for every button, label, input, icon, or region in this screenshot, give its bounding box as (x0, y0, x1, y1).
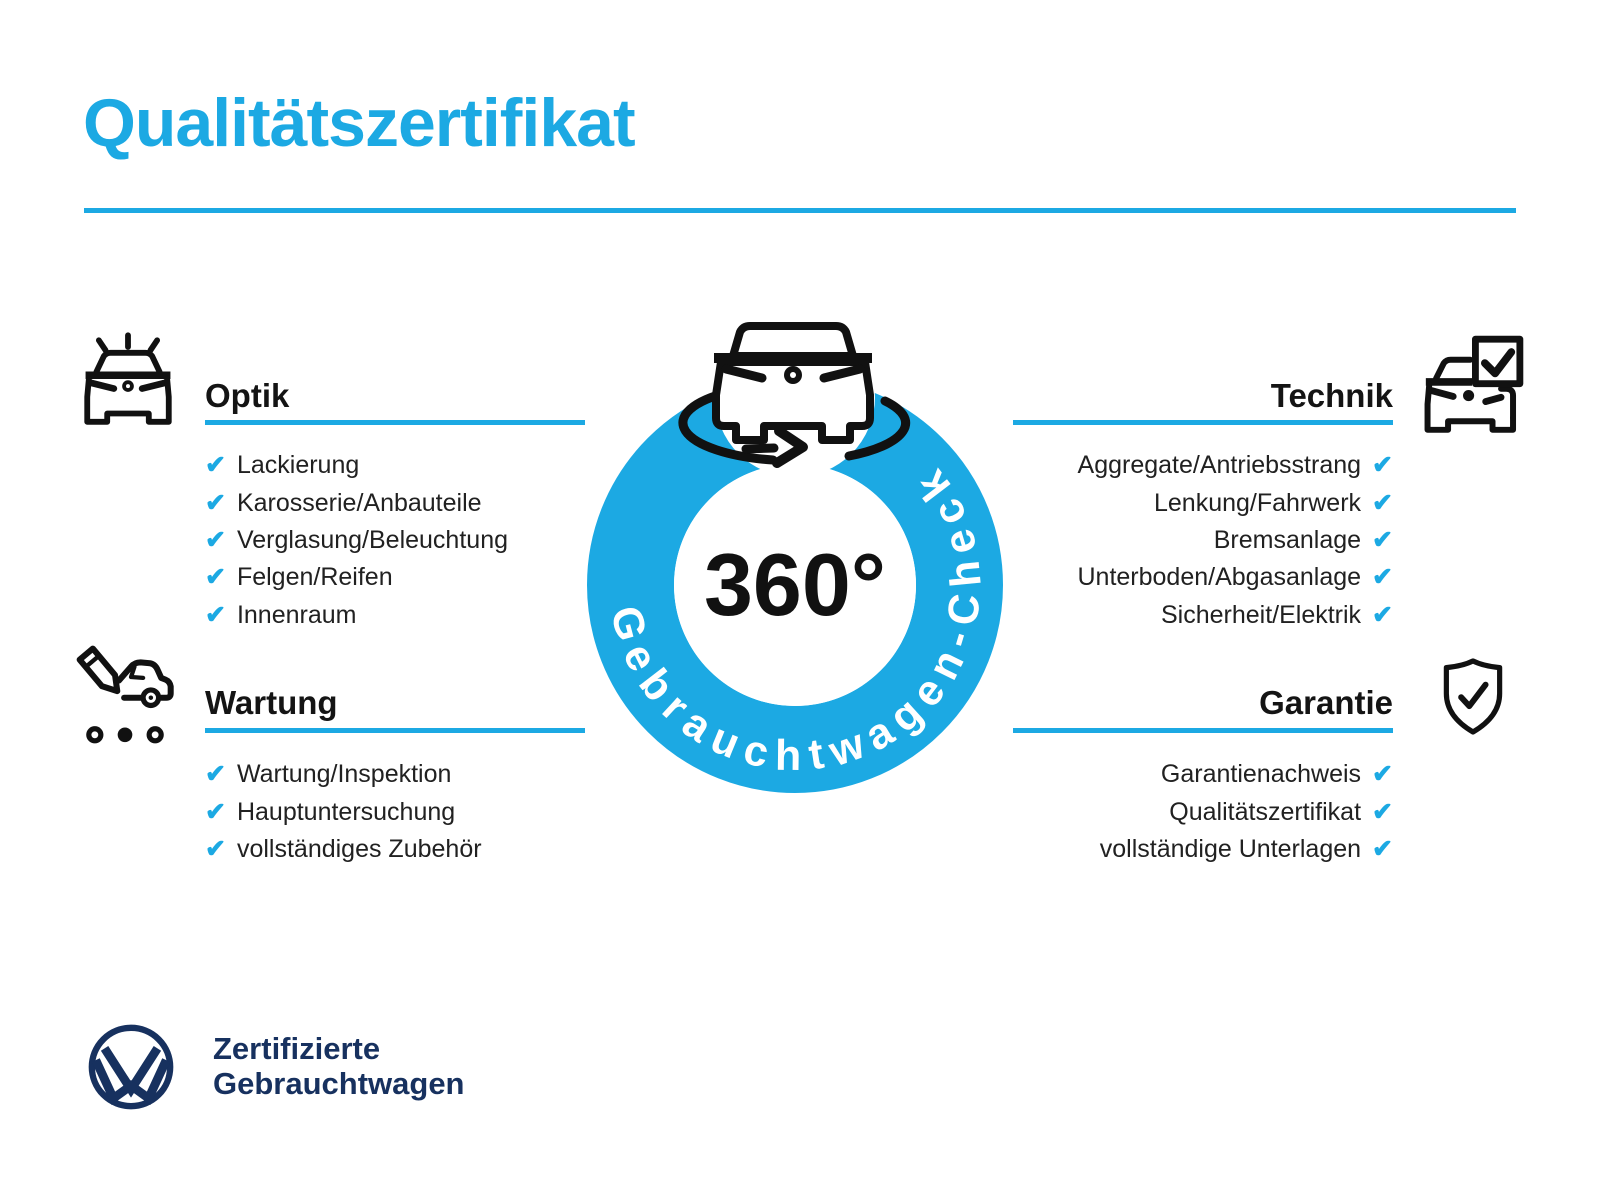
check-icon: ✔ (1372, 488, 1393, 517)
list-item-label: Verglasung/Beleuchtung (236, 525, 508, 554)
list-item-label: Qualitätszertifikat (1169, 797, 1362, 826)
list-item (1013, 756, 1393, 793)
check-icon: ✔ (1372, 451, 1393, 480)
list-item (205, 447, 585, 484)
list-item (1013, 447, 1393, 484)
list-item (205, 484, 585, 521)
list-item-label: Karosserie/Anbauteile (236, 488, 482, 517)
dot-outline (89, 729, 101, 741)
dot-filled (118, 727, 133, 742)
optik-checklist (205, 447, 585, 634)
ring-label: Gebrauchtwagen-Check (600, 453, 992, 781)
garantie-checklist (1013, 756, 1393, 868)
shield-check-mark (1461, 685, 1485, 706)
footer-line1: Zertifizierte (213, 1031, 381, 1066)
list-item (1013, 793, 1393, 830)
list-item (205, 831, 585, 868)
list-item-label: Garantienachweis (1160, 760, 1362, 789)
list-item-label: vollständige Unterlagen (1099, 834, 1362, 863)
optik-underline (205, 420, 585, 425)
section-heading-wartung: Wartung (205, 684, 338, 721)
garantie-underline (1013, 728, 1393, 733)
list-item (1013, 484, 1393, 521)
check-icon: ✔ (1372, 797, 1393, 826)
list-item-label: Sicherheit/Elektrik (1160, 600, 1362, 629)
list-item (1013, 597, 1393, 634)
list-item (205, 756, 585, 793)
list-item-label: Felgen/Reifen (236, 563, 393, 592)
list-item-label: Wartung/Inspektion (236, 760, 452, 789)
degree-label: 360° (703, 535, 887, 634)
list-item (205, 597, 585, 634)
check-icon: ✔ (1372, 563, 1393, 592)
car-front-shine-icon (78, 327, 178, 426)
page-title: Qualitätszertifikat (83, 85, 635, 161)
pencil-car-checklist-icon (74, 646, 176, 746)
wartung-underline (205, 728, 585, 733)
list-item-label: Unterboden/Abgasanlage (1077, 563, 1362, 592)
list-item (205, 522, 585, 559)
check-icon: ✔ (205, 563, 226, 592)
check-icon: ✔ (1372, 834, 1393, 863)
section-heading-optik: Optik (205, 377, 290, 414)
360-degree-check-badge (560, 292, 1038, 822)
car-checkbox-icon (1419, 334, 1525, 435)
technik-checklist (1013, 447, 1393, 634)
list-item-label: Lackierung (236, 451, 360, 480)
list-item-label: Innenraum (236, 600, 357, 629)
check-icon: ✔ (205, 525, 226, 554)
check-icon: ✔ (205, 834, 226, 863)
list-item-label: Bremsanlage (1213, 525, 1362, 554)
vw-logo (85, 1021, 177, 1113)
check-icon: ✔ (1372, 760, 1393, 789)
check-icon: ✔ (205, 797, 226, 826)
list-item-label: Hauptuntersuchung (236, 797, 456, 826)
check-icon: ✔ (205, 451, 226, 480)
title-divider (84, 208, 1516, 213)
wartung-checklist (205, 756, 585, 868)
list-item-label: vollständiges Zubehör (236, 834, 482, 863)
list-item (205, 559, 585, 596)
dot-outline (149, 729, 161, 741)
list-item (1013, 522, 1393, 559)
shield-check-icon (1436, 655, 1510, 738)
footer-brand-text (213, 1031, 465, 1101)
list-item (205, 793, 585, 830)
list-item-label: Lenkung/Fahrwerk (1153, 488, 1362, 517)
technik-underline (1013, 420, 1393, 425)
car-front-rotation-icon (714, 326, 872, 440)
footer-line2: Gebrauchtwagen (213, 1066, 465, 1101)
section-heading-garantie: Garantie (1259, 684, 1393, 721)
check-icon: ✔ (1372, 600, 1393, 629)
check-icon: ✔ (205, 760, 226, 789)
check-icon: ✔ (205, 600, 226, 629)
section-heading-technik: Technik (1270, 377, 1393, 414)
list-item (1013, 831, 1393, 868)
list-item (1013, 559, 1393, 596)
check-icon: ✔ (205, 488, 226, 517)
check-icon: ✔ (1372, 525, 1393, 554)
list-item-label: Aggregate/Antriebsstrang (1077, 451, 1362, 480)
